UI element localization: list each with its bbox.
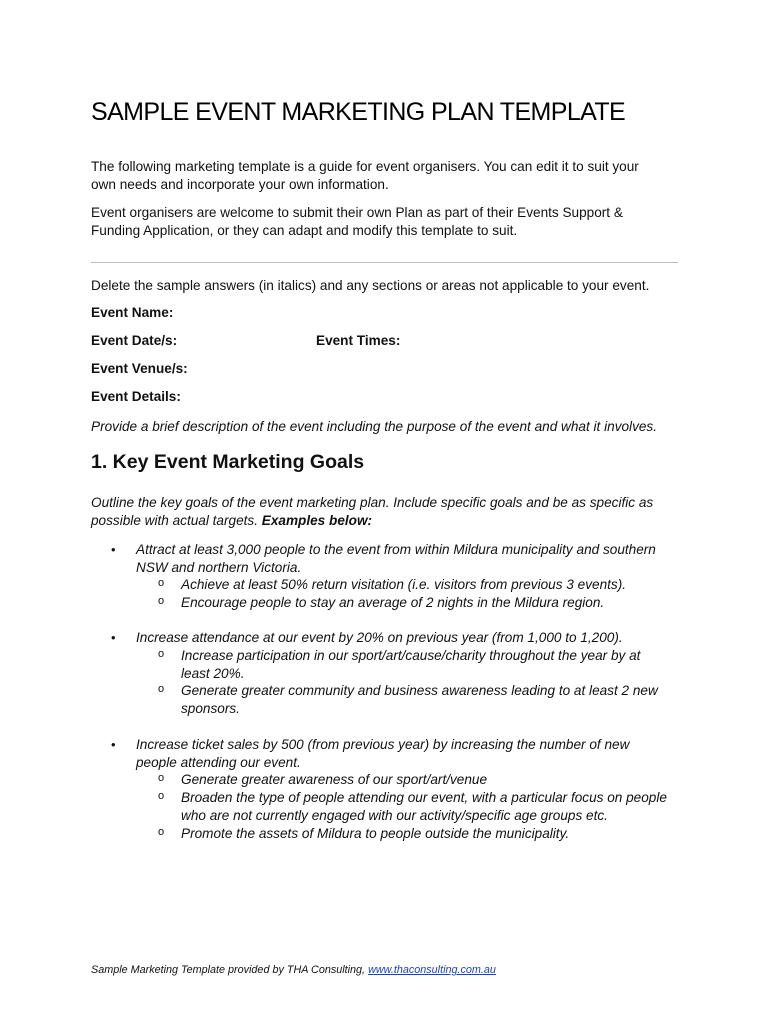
intro-p1-line-2: own needs and incorporate your own information.: [91, 176, 389, 192]
intro-p2-line-2: Funding Application, or they can adapt and modify this template to suit.: [91, 222, 518, 238]
goal-2-sub-1: [181, 647, 681, 682]
goal-bullet-2: Increase attendance at our event by 20% on previous year (from 1,000 to 1,200).: [136, 630, 623, 645]
goals-outline-line-2-text: possible with actual targets.: [91, 512, 262, 528]
goal-3-line-2: people attending our event.: [136, 754, 301, 770]
goal-3-sub-2-line-2: who are not currently engaged with our activity/specific age groups etc.: [181, 807, 608, 823]
intro-p2-line-1: Event organisers are welcome to submit their own Plan as part of their Events Support &: [91, 205, 623, 220]
sub-bullet-marker: o: [158, 577, 165, 589]
sub-bullet-marker: o: [158, 648, 165, 660]
intro-paragraph-2: [91, 204, 691, 239]
sub-bullet-marker: o: [158, 772, 165, 784]
goal-2-sub-2-line-2: sponsors.: [181, 700, 240, 716]
goals-outline: [91, 494, 691, 529]
goals-outline-line-2: [91, 512, 691, 530]
event-dates-label: Event Date/s:: [91, 333, 178, 348]
goal-1-sub-2: Encourage people to stay an average of 2 nights in the Mildura region.: [181, 595, 605, 610]
examples-label: Examples below:: [261, 512, 373, 528]
goal-1-line-1: Attract at least 3,000 people to the event from within Mildura municipality and southern: [136, 542, 656, 557]
goal-1-line-2: NSW and northern Victoria.: [136, 559, 302, 575]
bullet-marker: •: [111, 630, 116, 645]
details-description: Provide a brief description of the event including the purpose of the event and what it involves.: [91, 419, 657, 434]
sub-bullet-marker: o: [158, 826, 165, 838]
footer: [91, 964, 496, 976]
goal-bullet-1: [136, 541, 676, 576]
goal-3-sub-3: Promote the assets of Mildura to people outside the municipality.: [181, 826, 570, 841]
goal-3-sub-2: [181, 789, 681, 824]
goal-3-line-1: Increase ticket sales by 500 (from previous year) by increasing the number of new: [136, 737, 630, 752]
goal-2-sub-2: [181, 682, 681, 717]
bullet-marker: •: [111, 542, 116, 557]
goals-outline-line-1: Outline the key goals of the event marketing plan. Include specific goals and be as specific as: [91, 495, 654, 510]
intro-paragraph-1: [91, 158, 691, 193]
event-venues-label: Event Venue/s:: [91, 361, 188, 376]
goal-2-sub-1-line-1: Increase participation in our sport/art/cause/charity throughout the year by at: [181, 648, 641, 663]
event-name-label: Event Name:: [91, 305, 174, 320]
goal-bullet-3: [136, 736, 676, 771]
event-details-label: Event Details:: [91, 389, 181, 404]
intro-p1-line-1: The following marketing template is a guide for event organisers. You can edit it to suit your: [91, 159, 639, 174]
section-1-heading: 1. Key Event Marketing Goals: [91, 451, 365, 473]
goal-1-sub-1: Achieve at least 50% return visitation (i.e. visitors from previous 3 events).: [181, 577, 627, 592]
bullet-marker: •: [111, 737, 116, 752]
goal-2-sub-1-line-2: least 20%.: [181, 665, 245, 681]
footer-link[interactable]: www.thaconsulting.com.au: [368, 964, 496, 976]
footer-text: Sample Marketing Template provided by THA Consulting,: [91, 964, 369, 976]
document-title: SAMPLE EVENT MARKETING PLAN TEMPLATE: [91, 98, 626, 126]
sub-bullet-marker: o: [158, 790, 165, 802]
goal-3-sub-2-line-1: Broaden the type of people attending our event, with a particular focus on people: [181, 790, 667, 805]
sub-bullet-marker: o: [158, 595, 165, 607]
instructions-text: Delete the sample answers (in italics) and any sections or areas not applicable to your event.: [91, 278, 650, 293]
sub-bullet-marker: o: [158, 683, 165, 695]
horizontal-divider: [91, 262, 678, 263]
goal-3-sub-1: Generate greater awareness of our sport/art/venue: [181, 772, 488, 787]
goal-2-sub-2-line-1: Generate greater community and business awareness leading to at least 2 new: [181, 683, 658, 698]
event-times-label: Event Times:: [316, 333, 401, 348]
